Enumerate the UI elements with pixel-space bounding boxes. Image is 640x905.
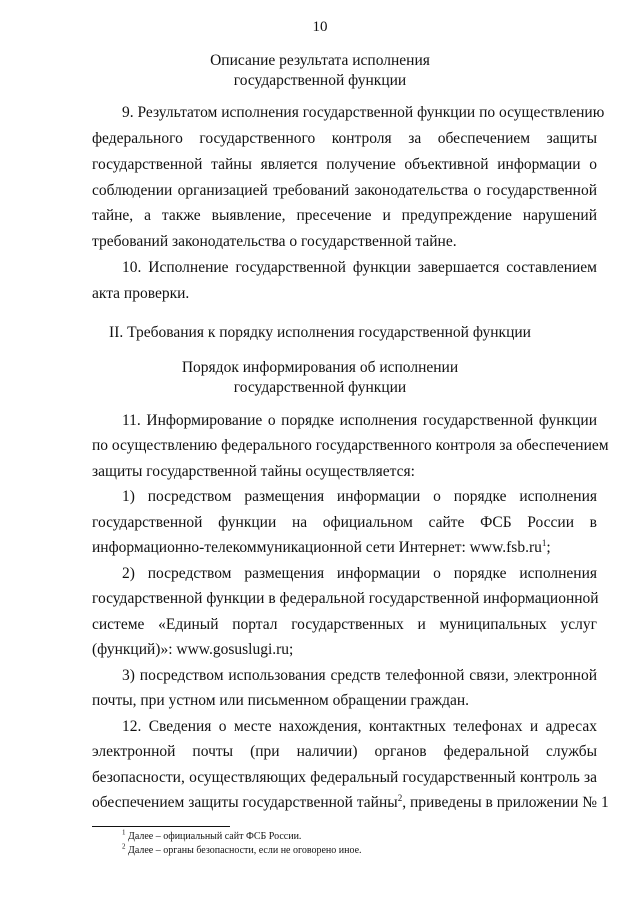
paragraph-line: обеспечением защиты государственной тайны$^2$, приведены в приложении № 1 bbox=[92, 792, 609, 811]
paragraph-line: 9. Результатом исполнения государственной функции по осуществлению bbox=[122, 104, 605, 121]
paragraph-line: по осуществлению федерального государственного контроля за обеспечением bbox=[92, 437, 609, 454]
paragraph-line: соблюдении организацией требований законодательства о государственной bbox=[92, 182, 597, 199]
section-heading-line: государственной функции bbox=[233, 72, 407, 89]
list-item-line: (функций)»: www.gosuslugi.ru; bbox=[92, 641, 294, 658]
footnote-divider bbox=[92, 826, 230, 827]
paragraph-line: акта проверки. bbox=[92, 285, 190, 302]
paragraph-line: 12. Сведения о месте нахождения, контактных телефонах и адресах bbox=[122, 718, 597, 735]
list-item-line: 3) посредством использования средств телефонной связи, электронной bbox=[122, 667, 597, 684]
footnote-ref: 2 bbox=[397, 792, 403, 803]
paragraph-line: требований законодательства о государственной тайне. bbox=[92, 233, 457, 250]
footnote-ref: 1 bbox=[541, 537, 547, 548]
list-item-line: государственной функции на официальном сайте ФСБ России в bbox=[92, 514, 597, 531]
paragraph-line: безопасности, осуществляющих федеральный государственный контроль за bbox=[92, 769, 597, 786]
footnote: $^2$ Далее – органы безопасности, если не оговорено иное. bbox=[122, 842, 362, 856]
paragraph-line: тайне, а также выявление, пресечение и предупреждение нарушений bbox=[92, 207, 597, 224]
page-number: 10 bbox=[312, 19, 328, 35]
paragraph-line: защиты государственной тайны осуществляется: bbox=[92, 463, 415, 480]
list-item-line: 2) посредством размещения информации о порядке исполнения bbox=[122, 565, 597, 582]
paragraph-line: 11. Информирование о порядке исполнения государственной функции bbox=[122, 412, 597, 429]
list-item-line: государственной функции в федеральной государственной информационной bbox=[92, 590, 599, 607]
list-item-line: почты, при устном или письменном обращении граждан. bbox=[92, 692, 470, 709]
list-item-line: системе «Единый портал государственных и муниципальных услуг bbox=[92, 616, 597, 633]
paragraph-line: электронной почты (при наличии) органов федеральной службы bbox=[92, 743, 597, 760]
paragraph-line: 10. Исполнение государственной функции завершается составлением bbox=[122, 259, 597, 276]
paragraph-line: государственной тайны является получение объективной информации о bbox=[92, 156, 597, 173]
section-heading-line: Порядок информирования об исполнении bbox=[181, 359, 459, 376]
list-item-line: 1) посредством размещения информации о порядке исполнения bbox=[122, 488, 597, 505]
section-heading-line: Описание результата исполнения bbox=[210, 52, 430, 69]
chapter-heading: II. Требования к порядку исполнения государственной функции bbox=[109, 324, 531, 341]
list-item-line: информационно-телекоммуникационной сети Интернет: $www.fsb.ru^1$; bbox=[92, 537, 551, 556]
section-heading-line: государственной функции bbox=[233, 379, 407, 396]
paragraph-line: федерального государственного контроля за обеспечением защиты bbox=[92, 130, 597, 147]
footnote: $^1$ Далее – официальный сайт ФСБ России. bbox=[122, 828, 302, 842]
